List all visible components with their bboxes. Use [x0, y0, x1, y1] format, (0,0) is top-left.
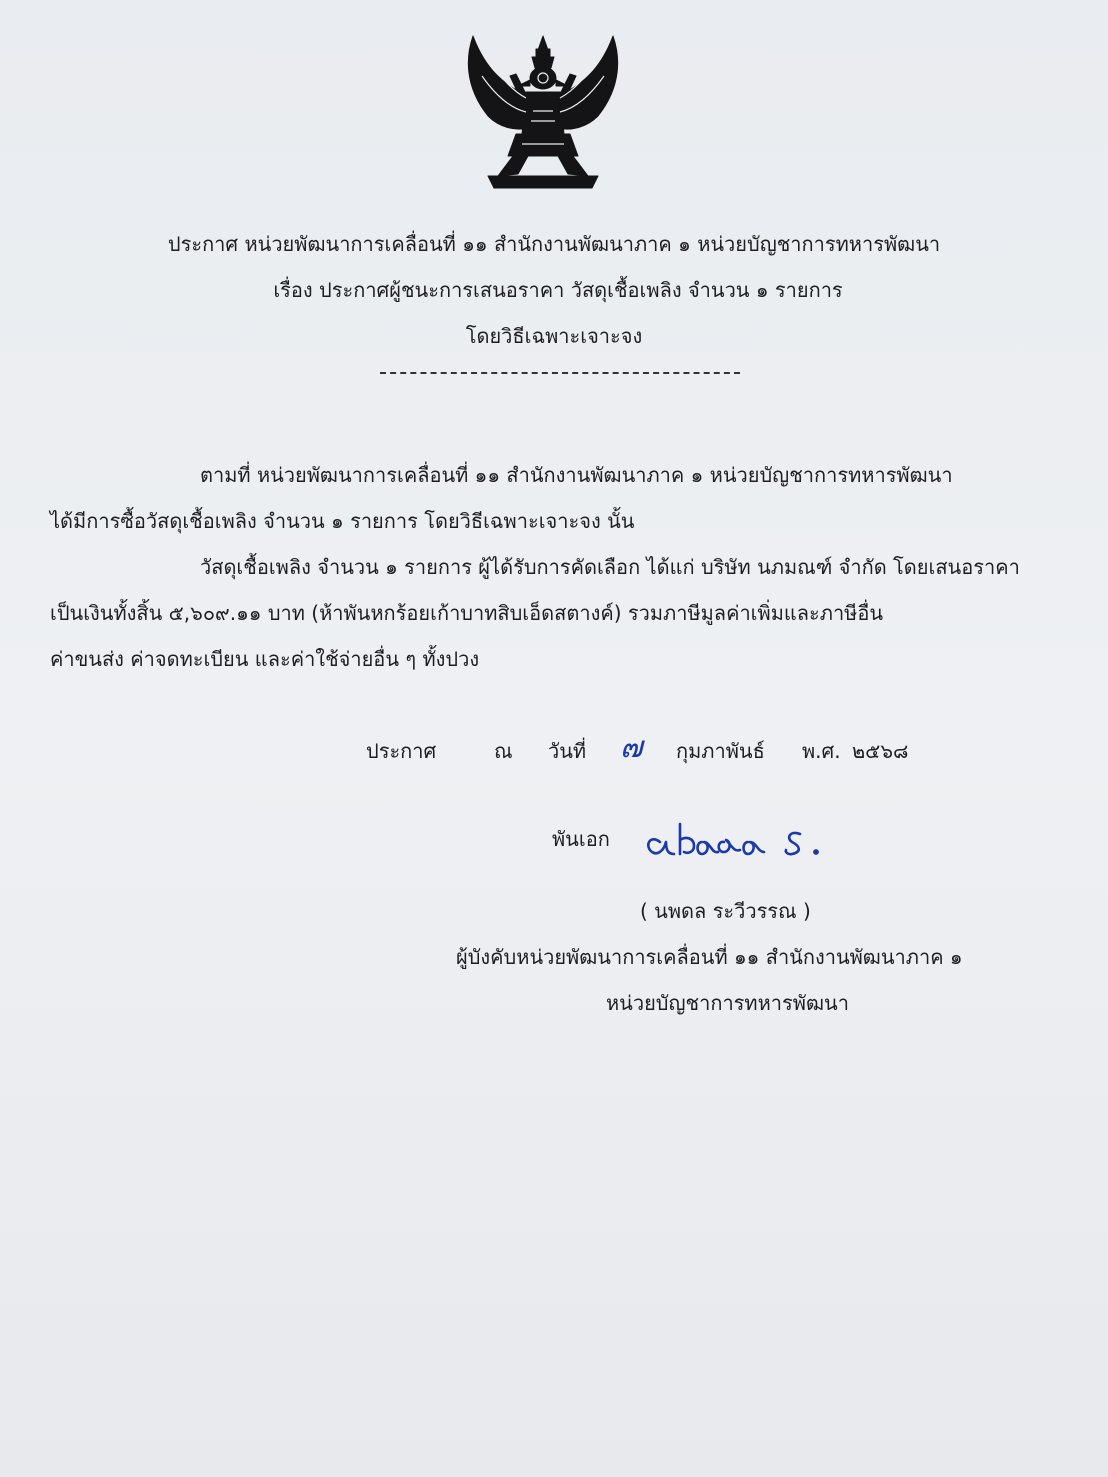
para2-line2: เป็นเงินทั้งสิ้น ๕,๖๐๙.๑๑ บาท (ห้าพันหกร้อยเก้าบาทสิบเอ็ดสตางค์) รวมภาษีมูลค่าเพิ่มและภาษีอื่น	[50, 601, 884, 625]
date-year: ๒๕๖๘	[852, 739, 909, 763]
separator-line	[380, 372, 740, 374]
garuda-emblem-icon	[458, 16, 628, 196]
date-at: ณ	[494, 739, 513, 763]
para2-line3: ค่าขนส่ง ค่าจดทะเบียน และค่าใช้จ่ายอื่น ๆ ทั้งปวง	[50, 647, 480, 671]
signer-position-line1: ผู้บังคับหน่วยพัฒนาการเคลื่อนที่ ๑๑ สำนักงานพัฒนาภาค ๑	[456, 945, 963, 969]
title-line-3: โดยวิธีเฉพาะเจาะจง	[465, 324, 643, 348]
title-line-2: เรื่อง ประกาศผู้ชนะการเสนอราคา วัสดุเชื้อเพลิง จำนวน ๑ รายการ	[273, 278, 843, 302]
handwritten-signature	[640, 812, 840, 872]
signer-name: ( นพดล ระวีวรรณ )	[640, 899, 811, 923]
signer-position-line2: หน่วยบัญชาการทหารพัฒนา	[606, 991, 849, 1015]
date-era: พ.ศ.	[802, 739, 841, 763]
para1-line2: ได้มีการซื้อวัสดุเชื้อเพลิง จำนวน ๑ รายการ โดยวิธีเฉพาะเจาะจง นั้น	[50, 509, 635, 533]
para2-line1: วัสดุเชื้อเพลิง จำนวน ๑ รายการ ผู้ได้รับการคัดเลือก ได้แก่ บริษัท นภมณฑ์ จำกัด โดยเสนอราคา	[200, 555, 1020, 579]
para1-line1: ตามที่ หน่วยพัฒนาการเคลื่อนที่ ๑๑ สำนักงานพัฒนาภาค ๑ หน่วยบัญชาการทหารพัฒนา	[200, 463, 953, 487]
date-announce: ประกาศ	[366, 739, 437, 763]
title-line-1: ประกาศ หน่วยพัฒนาการเคลื่อนที่ ๑๑ สำนักงานพัฒนาภาค ๑ หน่วยบัญชาการทหารพัฒนา	[167, 232, 941, 256]
signer-rank: พันเอก	[552, 827, 610, 851]
date-day-label: วันที่	[548, 739, 587, 763]
handwritten-day: ๗	[620, 730, 643, 765]
date-month: กุมภาพันธ์	[676, 739, 765, 763]
